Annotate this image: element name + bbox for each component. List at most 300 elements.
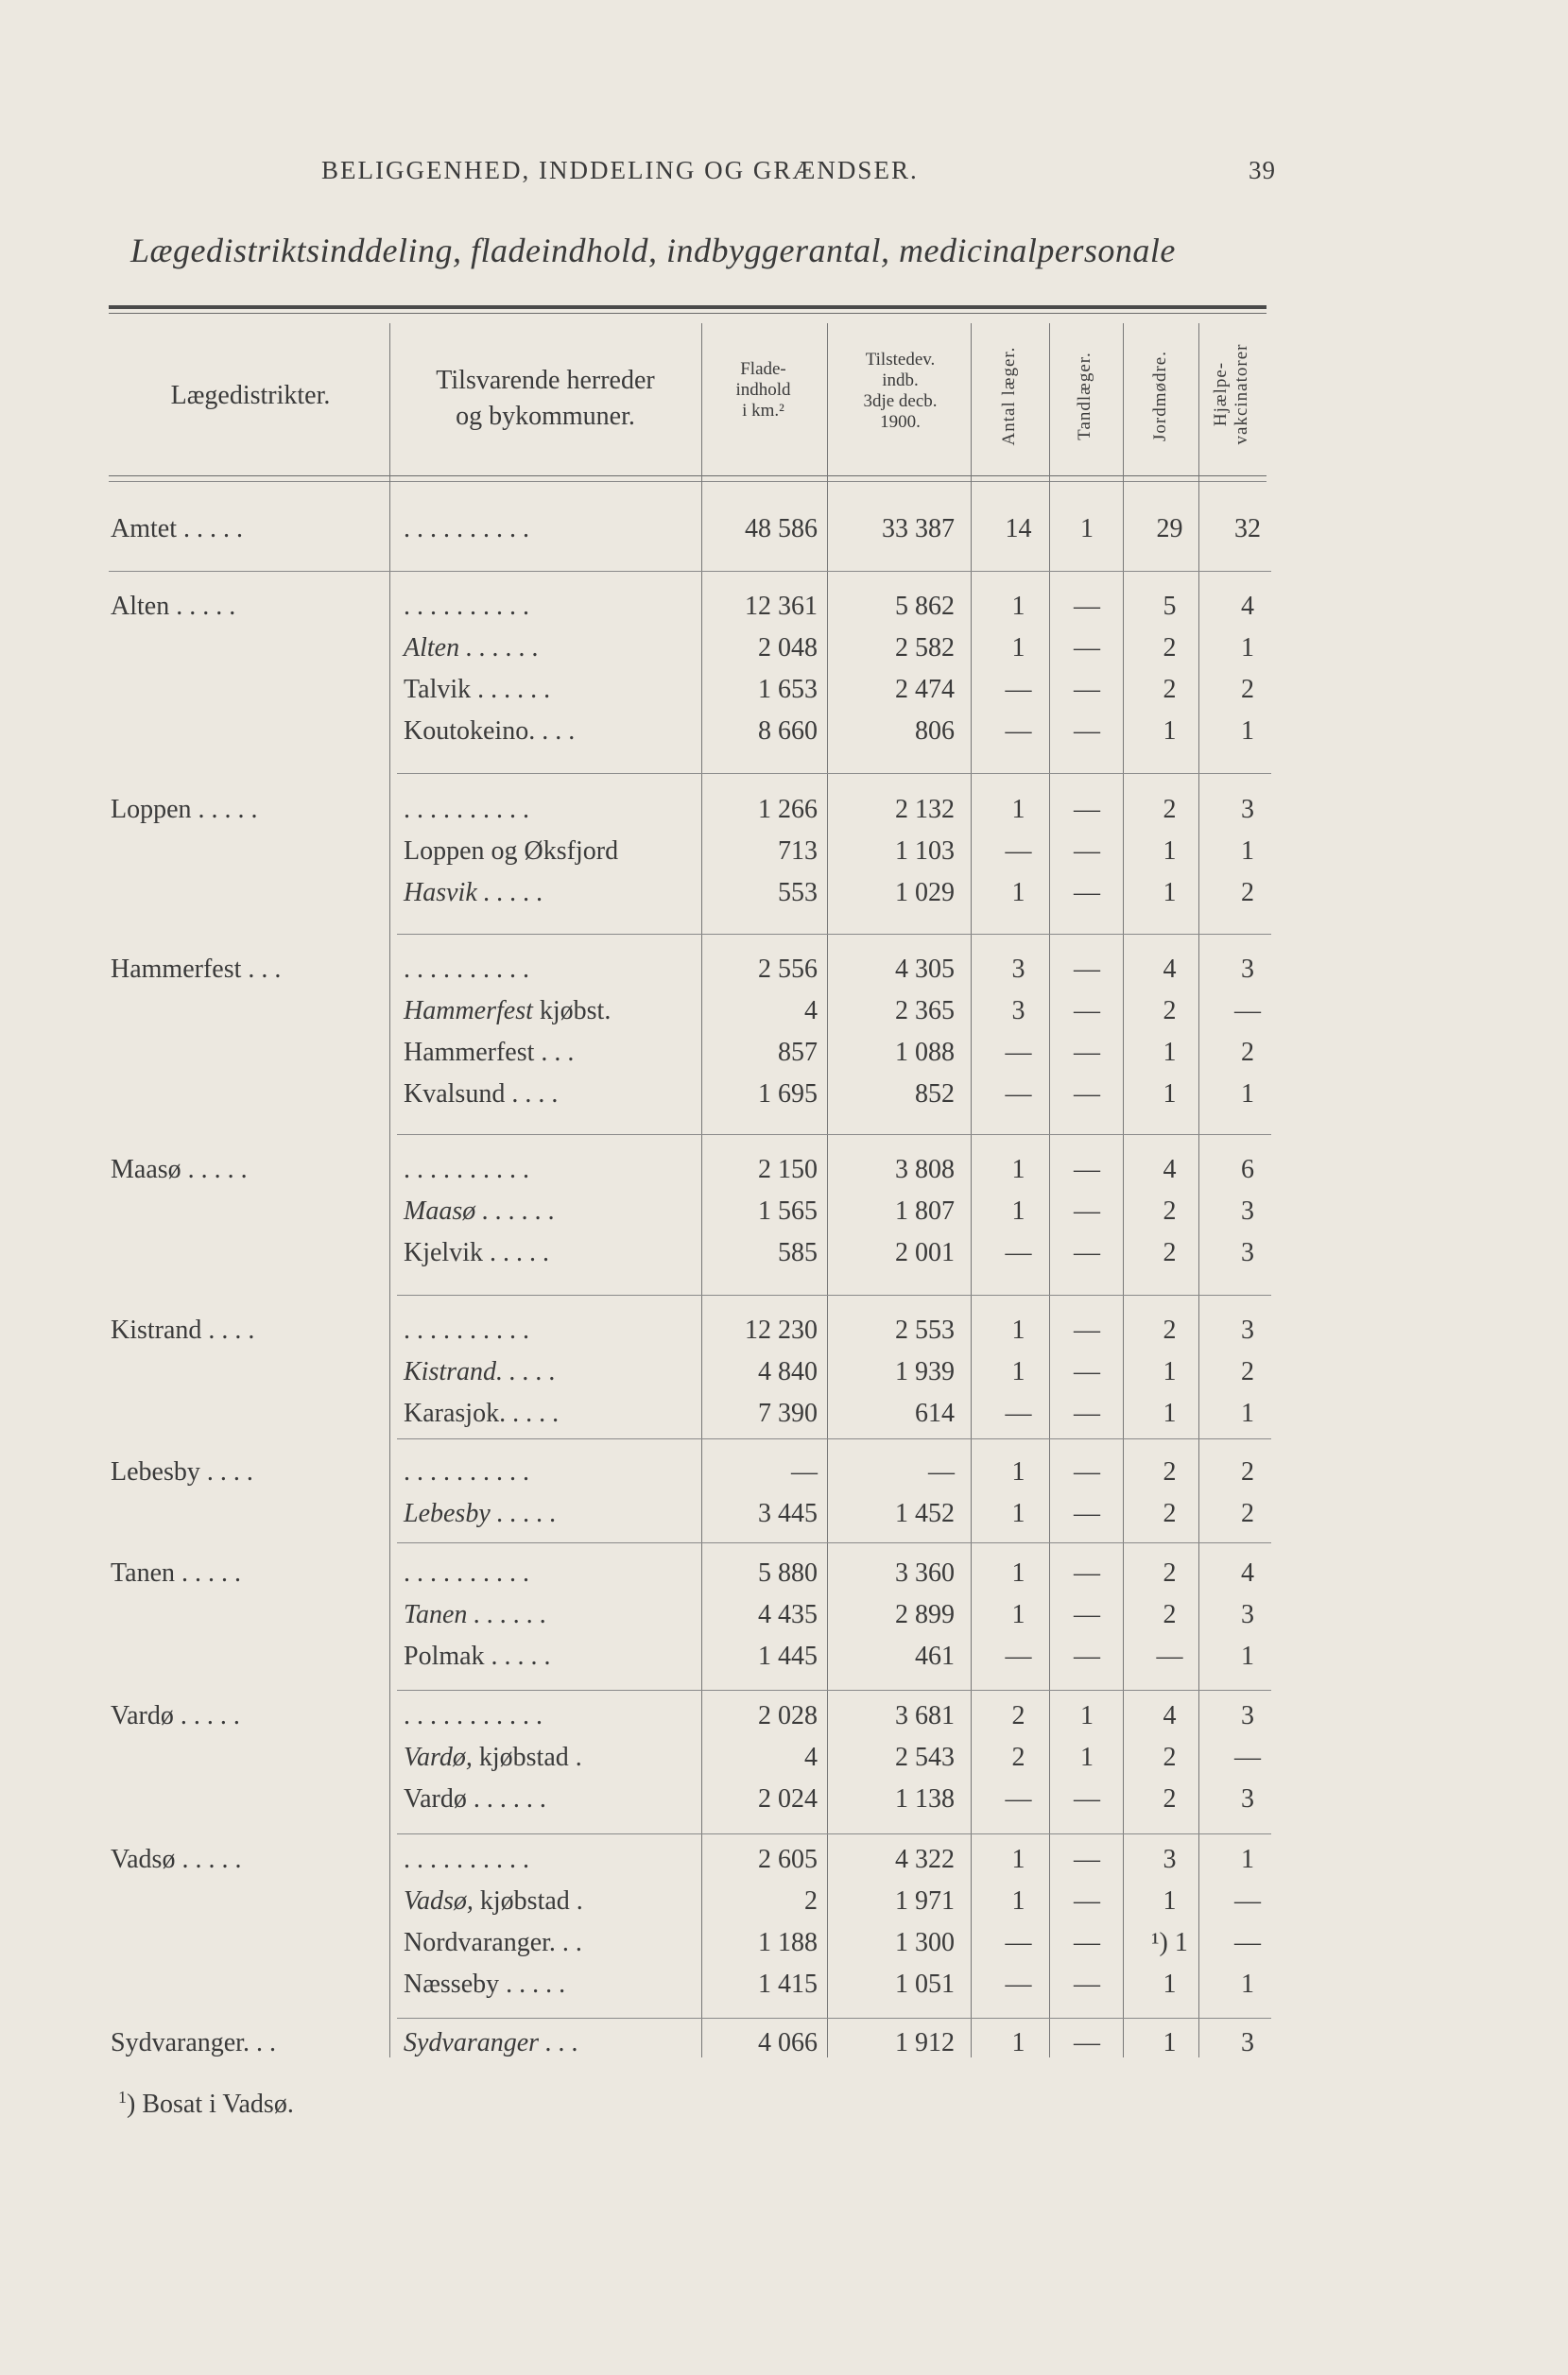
table-row: [0, 508, 1568, 550]
table-row: [0, 1839, 1568, 1881]
doctors-cell: —: [1005, 1038, 1032, 1067]
municipality-name: Næsseby . . . . .: [404, 1970, 566, 1999]
table-row: [0, 586, 1568, 628]
municipality-name: Vadsø,: [404, 1886, 474, 1916]
municipality-name: Vardø . . . . . .: [404, 1784, 546, 1814]
population-cell: 3 360: [895, 1558, 955, 1588]
doctors-cell: —: [1005, 1642, 1032, 1671]
district-cell: Alten . . . . .: [111, 592, 236, 621]
district-cell: Amtet . . . . .: [111, 514, 243, 543]
dentists-cell: —: [1074, 1457, 1100, 1487]
table-row: [0, 1881, 1568, 1922]
vaccinators-cell: 2: [1241, 1499, 1254, 1528]
area-cell: 1 188: [758, 1928, 818, 1957]
municipality-cell: [404, 1452, 529, 1493]
dentists-cell: —: [1074, 1038, 1100, 1067]
municipality-cell: [404, 1032, 574, 1074]
table-row: [0, 949, 1568, 990]
table-row: [0, 872, 1568, 914]
municipality-cell: [404, 789, 529, 831]
table-row: [0, 1737, 1568, 1779]
vaccinators-cell: —: [1234, 1928, 1261, 1957]
table-row: [0, 1452, 1568, 1493]
municipality-cell: [404, 990, 611, 1032]
municipality-name: . . . . . . . . . .: [404, 1316, 529, 1345]
vaccinators-cell: —: [1234, 1886, 1261, 1916]
doctors-cell: —: [1005, 1399, 1032, 1428]
dentists-cell: —: [1074, 1196, 1100, 1226]
vaccinators-cell: 3: [1241, 1784, 1254, 1814]
doctors-cell: 1: [1011, 633, 1025, 663]
municipality-name: . . . . . . . . . . .: [404, 1701, 543, 1730]
area-cell: 2 028: [758, 1701, 818, 1730]
municipality-cell: [404, 2022, 578, 2064]
table-row: [0, 1351, 1568, 1393]
municipality-cell: [404, 1149, 529, 1191]
municipality-cell: [404, 711, 575, 752]
midwives-cell: 2: [1163, 996, 1177, 1025]
municipality-name: Loppen og Øksfjord: [404, 836, 619, 866]
municipality-suffix: kjøbst.: [532, 996, 612, 1025]
doctors-cell: 3: [1011, 996, 1025, 1025]
vaccinators-cell: —: [1234, 1743, 1261, 1772]
municipality-cell: [404, 508, 529, 550]
dentists-cell: —: [1074, 1600, 1100, 1629]
population-cell: 1 051: [895, 1970, 955, 1999]
municipality-cell: [404, 1351, 556, 1393]
table-row: [0, 711, 1568, 752]
municipality-name: Alten . . . . . .: [404, 633, 540, 663]
header-rule-thin: [109, 481, 1266, 482]
running-title: BELIGGENHED, INDDELING OG GRÆNDSER.: [321, 156, 919, 184]
dentists-cell: —: [1074, 955, 1100, 984]
municipality-name: . . . . . . . . . .: [404, 514, 529, 543]
table-row: [0, 1636, 1568, 1678]
top-rule-thin: [109, 313, 1266, 314]
population-cell: 1 939: [895, 1357, 955, 1386]
midwives-cell: 2: [1163, 1558, 1177, 1588]
population-cell: 806: [915, 716, 955, 746]
table-subtitle: Lægedistriktsinddeling, fladeindhold, indbyggerantal, medicinalpersonale: [130, 232, 1176, 269]
area-cell: —: [791, 1457, 818, 1487]
dentists-cell: —: [1074, 1970, 1100, 1999]
municipality-cell: [404, 1695, 543, 1737]
top-rule: [109, 305, 1266, 309]
table-row: [0, 628, 1568, 669]
municipality-suffix: kjøbstad .: [472, 1743, 582, 1772]
table-row: [0, 1191, 1568, 1232]
doctors-cell: 1: [1011, 1316, 1025, 1345]
table-row: [0, 990, 1568, 1032]
dentists-cell: 1: [1080, 1701, 1094, 1730]
doctors-cell: 1: [1011, 1357, 1025, 1386]
municipality-name: Karasjok. . . . .: [404, 1399, 560, 1428]
population-cell: 614: [915, 1399, 955, 1428]
doctors-cell: 1: [1011, 1196, 1025, 1226]
doctors-cell: —: [1005, 1928, 1032, 1957]
midwives-cell: 2: [1163, 1743, 1177, 1772]
area-cell: 2 150: [758, 1155, 818, 1184]
table-row: [0, 1032, 1568, 1074]
dentists-cell: —: [1074, 1886, 1100, 1916]
area-cell: 12 230: [745, 1316, 818, 1345]
group-separator: [109, 571, 1271, 572]
vaccinators-cell: 1: [1241, 836, 1254, 866]
dentists-cell: —: [1074, 1079, 1100, 1109]
vaccinators-cell: 1: [1241, 1079, 1254, 1109]
vaccinators-cell: 3: [1241, 1701, 1254, 1730]
midwives-cell: 3: [1163, 1845, 1177, 1874]
group-separator: [397, 1134, 1271, 1135]
dentists-cell: —: [1074, 1499, 1100, 1528]
area-cell: 4 840: [758, 1357, 818, 1386]
population-cell: 852: [915, 1079, 955, 1109]
doctors-cell: 14: [1005, 514, 1032, 543]
area-cell: 4: [804, 996, 818, 1025]
vaccinators-cell: 4: [1241, 592, 1254, 621]
municipality-name: Hasvik . . . . .: [404, 878, 543, 907]
vaccinators-cell: 1: [1241, 1970, 1254, 1999]
dentists-cell: —: [1074, 996, 1100, 1025]
population-cell: 1 971: [895, 1886, 955, 1916]
population-cell: 1 912: [895, 2028, 955, 2057]
table-row: [0, 1553, 1568, 1594]
population-cell: 2 553: [895, 1316, 955, 1345]
doctors-cell: 1: [1011, 1845, 1025, 1874]
midwives-cell: 2: [1163, 1600, 1177, 1629]
group-separator: [397, 1690, 1271, 1691]
midwives-cell: 2: [1163, 633, 1177, 663]
district-cell: Tanen . . . . .: [111, 1558, 242, 1588]
table-row: [0, 1310, 1568, 1351]
vaccinators-cell: 3: [1241, 1238, 1254, 1267]
population-cell: 3 681: [895, 1701, 955, 1730]
population-cell: 1 029: [895, 878, 955, 907]
municipality-cell: [404, 1493, 557, 1535]
area-cell: 1 415: [758, 1970, 818, 1999]
dentists-cell: —: [1074, 836, 1100, 866]
dentists-cell: —: [1074, 675, 1100, 704]
table-row: [0, 1695, 1568, 1737]
table-row: [0, 1964, 1568, 2005]
dentists-cell: —: [1074, 1558, 1100, 1588]
municipality-name: Sydvaranger . . .: [404, 2028, 579, 2057]
municipality-cell: [404, 1779, 546, 1820]
municipality-name: . . . . . . . . . .: [404, 1558, 529, 1588]
midwives-cell: 1: [1163, 1038, 1177, 1067]
table-row: [0, 789, 1568, 831]
vaccinators-cell: 32: [1234, 514, 1261, 543]
area-cell: 585: [778, 1238, 818, 1267]
vaccinators-cell: 2: [1241, 1457, 1254, 1487]
table-row: [0, 1074, 1568, 1115]
doctors-cell: —: [1005, 675, 1032, 704]
doctors-cell: 1: [1011, 1600, 1025, 1629]
population-cell: 2 132: [895, 795, 955, 824]
vaccinators-cell: 2: [1241, 1038, 1254, 1067]
area-cell: 1 653: [758, 675, 818, 704]
dentists-cell: —: [1074, 1238, 1100, 1267]
area-cell: 1 695: [758, 1079, 818, 1109]
table-row: [0, 831, 1568, 872]
municipality-cell: [404, 1310, 529, 1351]
table-row: [0, 1779, 1568, 1820]
doctors-cell: 2: [1011, 1701, 1025, 1730]
header-area: Flade- indhold i km.²: [735, 359, 791, 421]
vaccinators-cell: 3: [1241, 955, 1254, 984]
vaccinators-cell: 3: [1241, 1600, 1254, 1629]
vaccinators-cell: 4: [1241, 1558, 1254, 1588]
dentists-cell: —: [1074, 716, 1100, 746]
vaccinators-cell: 1: [1241, 1642, 1254, 1671]
midwives-cell: 1: [1163, 1357, 1177, 1386]
population-cell: 2 543: [895, 1743, 955, 1772]
doctors-cell: 2: [1011, 1743, 1025, 1772]
dentists-cell: —: [1074, 1155, 1100, 1184]
midwives-cell: 2: [1163, 1499, 1177, 1528]
municipality-name: . . . . . . . . . .: [404, 592, 529, 621]
doctors-cell: —: [1005, 1970, 1032, 1999]
area-cell: 5 880: [758, 1558, 818, 1588]
area-cell: 1 565: [758, 1196, 818, 1226]
doctors-cell: 1: [1011, 878, 1025, 907]
area-cell: 553: [778, 878, 818, 907]
doctors-cell: —: [1005, 836, 1032, 866]
population-cell: —: [928, 1457, 955, 1487]
midwives-cell: 4: [1163, 1155, 1177, 1184]
dentists-cell: —: [1074, 795, 1100, 824]
area-cell: 1 445: [758, 1642, 818, 1671]
population-cell: 461: [915, 1642, 955, 1671]
doctors-cell: 1: [1011, 1558, 1025, 1588]
group-separator: [397, 2018, 1271, 2019]
population-cell: 5 862: [895, 592, 955, 621]
vaccinators-cell: 3: [1241, 795, 1254, 824]
midwives-cell: 2: [1163, 1316, 1177, 1345]
header-vaccinators: Hjælpe- vakcinatorer: [1211, 343, 1251, 445]
population-cell: 1 300: [895, 1928, 955, 1957]
municipality-name: Talvik . . . . . .: [404, 675, 551, 704]
municipality-cell: [404, 586, 529, 628]
area-cell: 857: [778, 1038, 818, 1067]
population-cell: 4 322: [895, 1845, 955, 1874]
vaccinators-cell: 1: [1241, 633, 1254, 663]
municipality-name: Vardø,: [404, 1743, 473, 1772]
municipality-cell: [404, 1839, 529, 1881]
municipality-cell: [404, 1553, 529, 1594]
doctors-cell: —: [1005, 716, 1032, 746]
municipality-suffix: kjøbstad .: [473, 1886, 583, 1916]
dentists-cell: —: [1074, 1316, 1100, 1345]
dentists-cell: —: [1074, 1845, 1100, 1874]
municipality-cell: [404, 1393, 559, 1435]
district-cell: Sydvaranger. . .: [111, 2028, 276, 2057]
midwives-cell: 1: [1163, 1886, 1177, 1916]
midwives-cell: 1: [1163, 716, 1177, 746]
table-row: [0, 669, 1568, 711]
vaccinators-cell: 1: [1241, 1399, 1254, 1428]
doctors-cell: 1: [1011, 1499, 1025, 1528]
dentists-cell: —: [1074, 1399, 1100, 1428]
doctors-cell: 1: [1011, 1155, 1025, 1184]
municipality-name: Hammerfest: [404, 996, 533, 1025]
area-cell: 2 605: [758, 1845, 818, 1874]
midwives-cell: 1: [1163, 836, 1177, 866]
area-cell: 2: [804, 1886, 818, 1916]
midwives-cell: 2: [1163, 675, 1177, 704]
doctors-cell: 1: [1011, 592, 1025, 621]
population-cell: 2 474: [895, 675, 955, 704]
vaccinators-cell: 3: [1241, 2028, 1254, 2057]
municipality-cell: [404, 1594, 546, 1636]
header-municipality: Tilsvarende herreder og bykommuner.: [436, 366, 655, 431]
district-cell: Vardø . . . . .: [111, 1701, 240, 1730]
municipality-cell: [404, 1191, 555, 1232]
doctors-cell: 1: [1011, 1886, 1025, 1916]
area-cell: 4 435: [758, 1600, 818, 1629]
doctors-cell: 1: [1011, 1457, 1025, 1487]
municipality-cell: [404, 831, 618, 872]
group-separator: [397, 1438, 1271, 1439]
area-cell: 3 445: [758, 1499, 818, 1528]
population-cell: 3 808: [895, 1155, 955, 1184]
municipality-name: . . . . . . . . . .: [404, 795, 529, 824]
midwives-cell: 29: [1156, 514, 1183, 543]
area-cell: 7 390: [758, 1399, 818, 1428]
municipality-cell: [404, 872, 543, 914]
page-number: 39: [1249, 156, 1276, 184]
municipality-name: . . . . . . . . . .: [404, 1457, 529, 1487]
population-cell: 1 088: [895, 1038, 955, 1067]
doctors-cell: 3: [1011, 955, 1025, 984]
dentists-cell: —: [1074, 878, 1100, 907]
municipality-cell: [404, 1232, 549, 1274]
table-row: [0, 1149, 1568, 1191]
midwives-cell: 4: [1163, 955, 1177, 984]
midwives-cell: ¹) 1: [1151, 1928, 1188, 1957]
population-cell: 2 582: [895, 633, 955, 663]
doctors-cell: 1: [1011, 2028, 1025, 2057]
group-separator: [397, 773, 1271, 774]
municipality-name: Maasø . . . . . .: [404, 1196, 556, 1226]
midwives-cell: 2: [1163, 795, 1177, 824]
dentists-cell: —: [1074, 1357, 1100, 1386]
midwives-cell: 5: [1163, 592, 1177, 621]
group-separator: [397, 1542, 1271, 1543]
footnote: $^1$) Bosat i Vadsø.: [118, 2088, 294, 2119]
dentists-cell: —: [1074, 633, 1100, 663]
table-row: [0, 1594, 1568, 1636]
table-row: [0, 2022, 1568, 2064]
dentists-cell: 1: [1080, 1743, 1094, 1772]
area-cell: 4 066: [758, 2028, 818, 2057]
page-header: [321, 156, 1276, 185]
doctors-cell: —: [1005, 1079, 1032, 1109]
footnote-marker: 1: [118, 2088, 127, 2107]
municipality-cell: [404, 1737, 582, 1779]
municipality-name: Hammerfest . . .: [404, 1038, 575, 1067]
population-cell: 1 138: [895, 1784, 955, 1814]
midwives-cell: 2: [1163, 1196, 1177, 1226]
vaccinators-cell: —: [1234, 996, 1261, 1025]
table-row: [0, 1232, 1568, 1274]
district-cell: Kistrand . . . .: [111, 1316, 255, 1345]
population-cell: 2 001: [895, 1238, 955, 1267]
header-dentists: Tandlæger.: [1075, 352, 1094, 440]
dentists-cell: 1: [1080, 514, 1094, 543]
area-cell: 12 361: [745, 592, 818, 621]
header-midwives: Jordmødre.: [1150, 351, 1170, 442]
doctors-cell: —: [1005, 1784, 1032, 1814]
midwives-cell: 1: [1163, 1399, 1177, 1428]
vaccinators-cell: 3: [1241, 1196, 1254, 1226]
dentists-cell: —: [1074, 1784, 1100, 1814]
population-cell: 33 387: [882, 514, 955, 543]
midwives-cell: 2: [1163, 1457, 1177, 1487]
district-cell: Lebesby . . . .: [111, 1457, 253, 1487]
population-cell: 2 365: [895, 996, 955, 1025]
area-cell: 2 024: [758, 1784, 818, 1814]
district-cell: Vadsø . . . . .: [111, 1845, 242, 1874]
header-population: Tilstedev. indb. 3dje decb. 1900.: [863, 350, 938, 432]
doctors-cell: 1: [1011, 795, 1025, 824]
midwives-cell: 1: [1163, 878, 1177, 907]
population-cell: 1 452: [895, 1499, 955, 1528]
municipality-name: Kvalsund . . . .: [404, 1079, 559, 1109]
municipality-cell: [404, 669, 550, 711]
table-row: [0, 1493, 1568, 1535]
footnote-text: Bosat i Vadsø.: [142, 2090, 294, 2119]
population-cell: 2 899: [895, 1600, 955, 1629]
dentists-cell: —: [1074, 2028, 1100, 2057]
vaccinators-cell: 1: [1241, 716, 1254, 746]
area-cell: 8 660: [758, 716, 818, 746]
header-district: Lægedistrikter.: [170, 381, 331, 410]
municipality-name: Polmak . . . . .: [404, 1642, 551, 1671]
vaccinators-cell: 6: [1241, 1155, 1254, 1184]
area-cell: 4: [804, 1743, 818, 1772]
midwives-cell: 1: [1163, 1079, 1177, 1109]
municipality-name: Tanen . . . . . .: [404, 1600, 547, 1629]
municipality-name: . . . . . . . . . .: [404, 955, 529, 984]
vaccinators-cell: 2: [1241, 675, 1254, 704]
group-separator: [397, 934, 1271, 935]
municipality-cell: [404, 628, 539, 669]
dentists-cell: —: [1074, 592, 1100, 621]
midwives-cell: 1: [1163, 2028, 1177, 2057]
table-row: [0, 1393, 1568, 1435]
midwives-cell: 4: [1163, 1701, 1177, 1730]
vaccinators-cell: 3: [1241, 1316, 1254, 1345]
municipality-cell: [404, 949, 529, 990]
area-cell: 2 048: [758, 633, 818, 663]
area-cell: 713: [778, 836, 818, 866]
municipality-cell: [404, 1636, 551, 1678]
municipality-name: . . . . . . . . . .: [404, 1155, 529, 1184]
vaccinators-cell: 2: [1241, 1357, 1254, 1386]
district-cell: Loppen . . . . .: [111, 795, 258, 824]
midwives-cell: 1: [1163, 1970, 1177, 1999]
midwives-cell: 2: [1163, 1784, 1177, 1814]
midwives-cell: —: [1156, 1642, 1183, 1671]
population-cell: 4 305: [895, 955, 955, 984]
municipality-name: Lebesby . . . . .: [404, 1499, 557, 1528]
municipality-name: Nordvaranger. . .: [404, 1928, 582, 1957]
dentists-cell: —: [1074, 1642, 1100, 1671]
midwives-cell: 2: [1163, 1238, 1177, 1267]
group-separator: [397, 1295, 1271, 1296]
population-cell: 1 103: [895, 836, 955, 866]
